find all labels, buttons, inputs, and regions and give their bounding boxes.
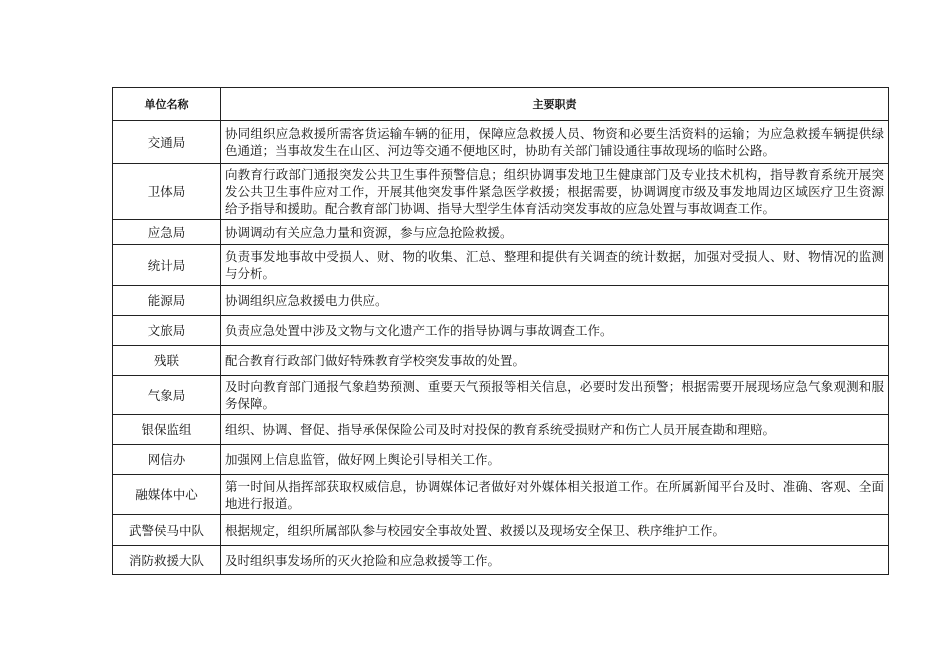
unit-name-cell: 网信办 [113,445,221,475]
table-row [113,546,889,575]
responsibility-table [112,87,889,575]
unit-name-cell: 卫体局 [113,164,221,220]
table-row [113,515,889,546]
unit-name-cell: 交通局 [113,121,221,164]
table-row [113,220,889,245]
table-header-row [113,88,889,121]
header-main-duties: 主要职责 [221,88,889,121]
duty-cell: 组织、协调、督促、指导承保保险公司及时对投保的教育系统受损财产和伤亡人员开展查勘和理赔。 [221,415,889,445]
unit-name-cell: 气象局 [113,376,221,415]
table-row [113,415,889,445]
duty-cell: 加强网上信息监管，做好网上舆论引导相关工作。 [221,445,889,475]
unit-name-cell: 统计局 [113,245,221,286]
duty-cell: 配合教育行政部门做好特殊教育学校突发事故的处置。 [221,346,889,376]
duty-cell: 根据规定，组织所属部队参与校园安全事故处置、救援以及现场安全保卫、秩序维护工作。 [221,515,889,546]
table-row [113,346,889,376]
table-row [113,164,889,220]
table-row [113,245,889,286]
duty-cell: 协调调动有关应急力量和资源，参与应急抢险救援。 [221,220,889,245]
unit-name-cell: 残联 [113,346,221,376]
duty-cell: 协调组织应急救援电力供应。 [221,286,889,316]
table-row [113,286,889,316]
unit-name-cell: 消防救援大队 [113,546,221,575]
duty-cell: 协同组织应急救援所需客货运输车辆的征用，保障应急救援人员、物资和必要生活资料的运输；为应急救援车辆提供绿色通道；当事故发生在山区、河边等交通不便地区时，协助有关部门铺设通往事故现场的临时公路。 [221,121,889,164]
duty-cell: 向教育行政部门通报突发公共卫生事件预警信息；组织协调事发地卫生健康部门及专业技术机构，指导教育系统开展突发公共卫生事件应对工作，开展其他突发事件紧急医学救援；根据需要，协调调度市级及事发地周边区域医疗卫生资源给予指导和援助。配合教育部门协调、指导大型学生体育活动突发事故的应急处置与事故调查工作。 [221,164,889,220]
unit-name-cell: 融媒体中心 [113,475,221,515]
header-unit-name: 单位名称 [113,88,221,121]
duty-cell: 第一时间从指挥部获取权威信息，协调媒体记者做好对外媒体相关报道工作。在所属新闻平台及时、准确、客观、全面地进行报道。 [221,475,889,515]
unit-name-cell: 武警侯马中队 [113,515,221,546]
duty-cell: 及时组织事发场所的灭火抢险和应急救援等工作。 [221,546,889,575]
unit-name-cell: 银保监组 [113,415,221,445]
duty-cell: 负责应急处置中涉及文物与文化遗产工作的指导协调与事故调查工作。 [221,316,889,346]
table-row [113,376,889,415]
table-row [113,445,889,475]
duty-cell: 及时向教育部门通报气象趋势预测、重要天气预报等相关信息，必要时发出预警；根据需要开展现场应急气象观测和服务保障。 [221,376,889,415]
unit-name-cell: 文旅局 [113,316,221,346]
table-row [113,316,889,346]
table-row [113,475,889,515]
unit-name-cell: 应急局 [113,220,221,245]
unit-name-cell: 能源局 [113,286,221,316]
duty-cell: 负责事发地事故中受损人、财、物的收集、汇总、整理和提供有关调查的统计数据，加强对受损人、财、物情况的监测与分析。 [221,245,889,286]
table-row [113,121,889,164]
